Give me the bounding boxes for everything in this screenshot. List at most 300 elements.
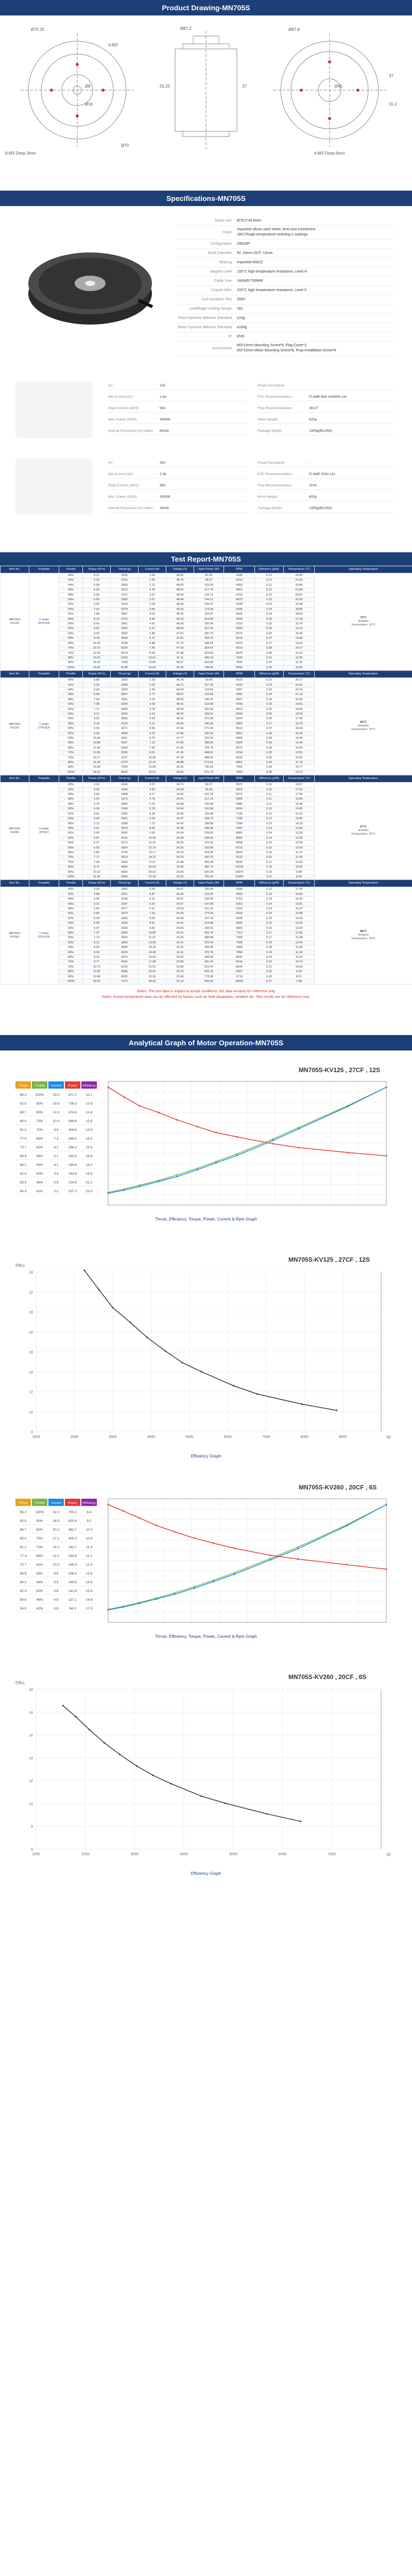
report-cell: 3640 <box>111 711 139 716</box>
report-cell: 11.74 <box>284 850 315 855</box>
series-point <box>177 1176 178 1177</box>
report-cell: 4153 <box>111 626 139 631</box>
report-cell: 4297 <box>224 687 255 692</box>
report-cell: 7.37 <box>83 931 111 936</box>
report-cell: 342.73 <box>194 855 224 860</box>
report-cell: 40% <box>59 783 83 787</box>
report-cell: 0.19 <box>255 950 284 955</box>
report-cell: 0.27 <box>255 641 284 646</box>
report-cell: 23.70 <box>166 970 194 974</box>
legend-cell: 117.1 <box>68 1598 77 1602</box>
eff-point <box>112 1307 113 1308</box>
report-header-cell: Voltage (V) <box>166 775 194 783</box>
kv-cell <box>258 404 397 413</box>
spec-key: Accessories <box>212 346 232 350</box>
report-cell: 24.54 <box>166 807 194 811</box>
report-cell: 11.26 <box>83 874 111 879</box>
report-cell: 8.54 <box>83 945 111 950</box>
spec-value: 14AWG*700MM <box>237 279 263 283</box>
report-header-cell: Current (A) <box>139 775 166 783</box>
report-cell: 5.31 <box>139 897 166 902</box>
spec-value: Imported silicon steel sheet, limit-cost investment 180°(Tough temperature-resisting 2 castings <box>237 228 316 236</box>
report-cell: 24.67 <box>166 887 194 892</box>
kv-key: Idle Current (0A) <box>108 395 133 399</box>
report-cell: 70% <box>59 646 83 651</box>
legend-cell: 9.1 <box>87 1519 92 1523</box>
report-cell: 20.43 <box>284 697 315 702</box>
legend-cell: 14.5 <box>85 1137 93 1141</box>
eff-point <box>300 1820 301 1822</box>
report-cell: 80% <box>59 655 83 660</box>
report-cell: 66% <box>59 845 83 850</box>
series-point <box>234 1572 235 1573</box>
spec-key: Shaft Diameter <box>208 251 232 255</box>
report-cell: 48.33 <box>166 707 194 711</box>
report-prop: T-motor 27*8.8CF <box>29 678 59 775</box>
report-cell: 0.22 <box>255 592 284 597</box>
report-cell: 0.16 <box>255 855 284 860</box>
kv-key: Internal Resistance (m+cable) <box>108 429 153 433</box>
report-cell: 4.36 <box>83 887 111 892</box>
kv-key: Max. Power (180S) <box>108 417 137 421</box>
graph-caption: Thrust, Efficiency, Torque, Power, Current & Rpm Graph <box>154 1634 258 1639</box>
report-cell: 10.26 <box>139 836 166 840</box>
report-cell: 75% <box>59 651 83 655</box>
legend-cell: 12.9 <box>85 1563 93 1567</box>
series-point <box>174 1531 176 1532</box>
eff-frame <box>36 1689 381 1849</box>
legend-cell: 62% <box>36 1145 43 1149</box>
report-cell: 0.18 <box>255 940 284 945</box>
report-cell: 0.16 <box>255 850 284 855</box>
report-prop: T-motor 22*6.6CF <box>29 887 59 984</box>
report-cell: 11.91 <box>139 936 166 940</box>
report-cell: 6073 <box>224 631 255 636</box>
report-cell: 54% <box>59 817 83 821</box>
report-cell: 15.45 <box>284 631 315 636</box>
performance-graph <box>10 1478 402 1648</box>
report-cell: 47.86 <box>166 731 194 736</box>
report-cell: 13.92 <box>284 921 315 926</box>
report-cell: 24.21 <box>166 940 194 945</box>
report-cell: 56% <box>59 612 83 617</box>
report-cell: 56% <box>59 717 83 721</box>
report-cell: 0.13 <box>255 897 284 902</box>
legend-cell: 54.9 <box>20 1606 27 1611</box>
report-cell: 7590 <box>224 821 255 826</box>
legend-cell: 19.0 <box>53 1093 60 1097</box>
report-cell: 24.25 <box>166 841 194 845</box>
report-cell: 4310 <box>224 578 255 583</box>
report-cell: 0.38 <box>255 770 284 774</box>
series-point <box>215 1160 217 1162</box>
report-cell: 24.68 <box>166 787 194 792</box>
legend-cell: 10.6 <box>85 1536 93 1540</box>
report-cell: 15.49 <box>284 731 315 736</box>
report-cell: 8840 <box>111 770 139 774</box>
report-cell: 10.73 <box>83 646 111 651</box>
report-cell: 48.15 <box>166 717 194 721</box>
report-cell: 0.30 <box>255 651 284 655</box>
report-cell: 4.28 <box>139 887 166 892</box>
report-cell: 3.78 <box>139 707 166 711</box>
report-cell: 23.99 <box>166 960 194 964</box>
kv-value: FLAME 100A 12s <box>309 472 335 476</box>
legend-cell: 73.7 <box>20 1563 27 1567</box>
series-point <box>298 1128 300 1129</box>
report-cell: 40% <box>59 887 83 892</box>
report-cell: 10974 <box>224 870 255 874</box>
report-header-cell: Temperature (°C) <box>284 671 315 678</box>
report-prop: T-motor 20*6CF <box>29 783 59 879</box>
series-point <box>346 1564 348 1565</box>
series-point <box>174 1594 176 1595</box>
legend-cell: 90% <box>36 1101 43 1106</box>
spec-value: IP45 <box>237 334 245 338</box>
legend-cell: 488.6 <box>68 1119 77 1123</box>
report-header-cell: Torque (N*m) <box>83 880 111 887</box>
report-cell: 15.81 <box>284 902 315 906</box>
series-point <box>234 1547 235 1549</box>
legend-cell: 249.3 <box>68 1563 77 1567</box>
report-cell: 5047 <box>111 741 139 745</box>
report-cell: 68% <box>59 850 83 855</box>
legend-cell: 70% <box>36 1128 43 1132</box>
eff-xtick: 6000 <box>278 1852 287 1856</box>
report-cell: 5953 <box>224 902 255 906</box>
eff-caption: Efficiency Graph <box>191 1453 221 1459</box>
kv-cell <box>108 470 247 479</box>
series-point <box>215 1162 217 1163</box>
report-cell: 6905 <box>224 926 255 930</box>
report-cell: 0.25 <box>255 702 284 707</box>
report-cell: 48.40 <box>166 602 194 607</box>
report-cell: 0.10 <box>255 787 284 792</box>
report-cell: 9133 <box>224 855 255 860</box>
kv-cell <box>258 459 397 467</box>
spec-value: Ø79.2*44.8mm <box>237 218 262 223</box>
report-cell: 12.89 <box>284 836 315 840</box>
eff-point <box>152 1774 154 1776</box>
eff-point <box>256 1393 258 1395</box>
report-cell: 16.43 <box>284 897 315 902</box>
report-cell: 6.86 <box>83 850 111 855</box>
report-cell: 4792 <box>224 592 255 597</box>
report-cell: 8138 <box>111 665 139 670</box>
report-cell: 58% <box>59 826 83 831</box>
eff-point <box>164 1350 166 1351</box>
report-cell: 14.20 <box>139 945 166 950</box>
report-cell: 6.35 <box>139 811 166 816</box>
kv-value: 64mΩ <box>160 429 169 433</box>
spec-row <box>175 216 397 226</box>
kv-value: 90A <box>160 406 166 410</box>
report-cell: 2337 <box>111 902 139 906</box>
dim-b: 4-M3 <box>108 43 118 47</box>
report-cell: 644.30 <box>194 660 224 665</box>
report-header-cell: RPM <box>224 566 255 573</box>
kv-cell <box>108 459 247 467</box>
report-cell: 8719 <box>224 845 255 850</box>
report-header-cell: RPM <box>224 775 255 783</box>
report-cell: 0.28 <box>255 646 284 651</box>
report-cell: 159.27 <box>194 602 224 607</box>
report-cell: 11.25 <box>284 660 315 665</box>
dim-f: Ø87.2 <box>180 26 192 31</box>
report-cell: 47.91 <box>166 631 194 636</box>
report-cell: 12.60 <box>284 755 315 760</box>
report-cell: 10.13 <box>83 870 111 874</box>
eff-ytick: 10 <box>29 1410 33 1414</box>
report-header-cell: Current (A) <box>139 671 166 678</box>
report-cell: 9.81 <box>139 926 166 930</box>
legend-cell: 19.8 <box>85 1172 93 1176</box>
report-cell: 24.29 <box>166 836 194 840</box>
report-header-cell: Throttle <box>59 775 83 783</box>
legend-cell: 54% <box>36 1580 43 1584</box>
legend-cell: 16.8 <box>85 1154 93 1158</box>
report-cell: 15.23 <box>83 660 111 665</box>
report-cell: 48.16 <box>166 617 194 621</box>
kv-cell <box>258 427 397 435</box>
drawing-banner <box>0 0 412 15</box>
report-cell: 44% <box>59 792 83 797</box>
report-header-cell: Input Power (W) <box>194 566 224 573</box>
kv-cell <box>258 470 397 479</box>
report-cell: 5594 <box>224 617 255 621</box>
report-cell: 48.62 <box>166 588 194 592</box>
series-point <box>194 1586 195 1587</box>
series-point <box>197 1167 198 1169</box>
report-cell: 4798 <box>111 641 139 646</box>
report-cell: 62% <box>59 836 83 840</box>
report-cell: 47.11 <box>166 655 194 660</box>
report-cell: 5924 <box>224 741 255 745</box>
report-cell: 3.38 <box>139 702 166 707</box>
legend-cell: 90% <box>36 1519 43 1523</box>
legend-cell: 17.1 <box>53 1536 60 1540</box>
report-header-cell: Efficiency (g/W) <box>255 775 284 783</box>
report-cell: 50% <box>59 598 83 602</box>
report-cell: 100% <box>59 979 83 984</box>
kv-key: ESC Recommendation <box>258 395 292 399</box>
kv-key: ESC Recommendation <box>258 472 292 476</box>
report-cell: 50% <box>59 911 83 916</box>
legend-cell: 2.2 <box>54 1189 59 1193</box>
report-header-row <box>1 880 412 887</box>
legend-cell: 77.4 <box>20 1554 27 1558</box>
report-cell: 6368 <box>111 874 139 879</box>
report-cell: 17.45 <box>284 887 315 892</box>
report-cell: 147.85 <box>194 902 224 906</box>
eff-point <box>136 1765 138 1767</box>
report-prop: T-motor 26*8.5CF <box>29 573 59 670</box>
report-cell: 4.17 <box>139 792 166 797</box>
report-cell: 0.21 <box>255 578 284 583</box>
report-cell: 48.75 <box>166 578 194 583</box>
report-cell: 370.78 <box>194 950 224 955</box>
report-cell: 8.61 <box>139 751 166 755</box>
legend-cell: 107.3 <box>68 1189 77 1193</box>
kv-cell <box>108 404 247 413</box>
report-cell: 354.67 <box>194 646 224 651</box>
report-cell: 23.01 <box>284 683 315 687</box>
eff-ytick: 6 <box>31 1848 33 1852</box>
legend-cell: 871.7 <box>68 1093 77 1097</box>
report-cell: 83.27 <box>194 783 224 787</box>
report-cell: 0.13 <box>255 826 284 831</box>
report-cell: 0.23 <box>255 687 284 692</box>
spec-value: ≤100g <box>237 325 247 329</box>
eff-xtick: 1000 <box>32 1435 40 1439</box>
efficiency-graph-svg <box>10 1251 402 1452</box>
legend-cell: 62.4 <box>20 1589 27 1593</box>
report-cell: 934.92 <box>194 979 224 984</box>
report-cell: 105.59 <box>194 887 224 892</box>
report-cell: 66% <box>59 950 83 955</box>
report-row <box>1 678 412 683</box>
report-cell: 2707 <box>111 592 139 597</box>
report-item: MN705S KV260 <box>1 783 29 879</box>
legend-header: Current <box>50 1501 62 1505</box>
report-cell: 8065 <box>224 831 255 836</box>
report-cell: 10.14 <box>284 770 315 774</box>
spec-key: IP <box>228 335 232 338</box>
series-point <box>108 1609 109 1611</box>
spec-value: Imported NSK/Z <box>237 260 263 264</box>
series-point <box>272 1140 273 1141</box>
spec-key: Rotor Dynamic Balance Standard <box>178 316 232 320</box>
report-cell: 3.60 <box>139 607 166 612</box>
report-cell: 24.41 <box>166 921 194 926</box>
report-header-cell: Operating Temperature <box>315 671 412 678</box>
report-cell: 17.93 <box>284 787 315 792</box>
report-cell: 1843 <box>111 887 139 892</box>
report-cell: 46.88 <box>166 760 194 765</box>
report-cell: 24.57 <box>166 902 194 906</box>
report-cell: 70% <box>59 855 83 860</box>
series-point <box>124 1189 125 1191</box>
eff-xtick: 2000 <box>70 1435 79 1439</box>
report-cell: 4124 <box>111 721 139 726</box>
report-cell: 32.33 <box>139 874 166 879</box>
legend-header: Throttle <box>34 1084 45 1088</box>
report-cell: 6059 <box>224 787 255 792</box>
report-cell: 62% <box>59 626 83 631</box>
report-cell: 2248 <box>111 807 139 811</box>
report-cell: 24.38 <box>166 826 194 831</box>
efficiency-graph-svg <box>10 1669 402 1870</box>
report-cell: 6686 <box>224 921 255 926</box>
eff-ytick: 20 <box>29 1311 33 1314</box>
legend-cell: 18.2 <box>85 1163 93 1167</box>
report-cell: 68% <box>59 955 83 960</box>
report-cell: 7249 <box>111 660 139 665</box>
spec-key: Bearing <box>219 261 232 264</box>
kv-grid <box>108 381 397 438</box>
report-header-cell: Propeller <box>29 880 59 887</box>
report-cell: 0.27 <box>255 721 284 726</box>
report-cell: 3723 <box>111 617 139 621</box>
report-cell: 2639 <box>111 687 139 692</box>
report-cell: 0.26 <box>255 717 284 721</box>
series-point <box>236 1155 238 1156</box>
legend-cell: 6.9 <box>54 1580 59 1584</box>
eff-ytick: 8 <box>31 1430 33 1434</box>
legend-cell: 4.1 <box>54 1163 59 1167</box>
report-cell: 249.26 <box>194 836 224 840</box>
report-cell: 11.16 <box>139 841 166 845</box>
report-cell: 0.25 <box>255 617 284 621</box>
legend-cell: 11.4 <box>85 1545 93 1549</box>
report-cell: 214.99 <box>194 921 224 926</box>
report-cell: 4.14 <box>139 711 166 716</box>
report-cell: 7842 <box>224 660 255 665</box>
report-cell: 42% <box>59 892 83 896</box>
report-cell: 4180 <box>224 573 255 578</box>
legend-cell: 70% <box>36 1545 43 1549</box>
report-cell: 19.81 <box>284 702 315 707</box>
report-cell: 21.53 <box>139 964 166 969</box>
report-cell: 6115 <box>224 907 255 911</box>
report-cell: 6.97 <box>83 926 111 930</box>
report-cell: 2025 <box>111 573 139 578</box>
report-cell: 16.66 <box>139 665 166 670</box>
legend-cell: 26.5 <box>53 1519 60 1523</box>
report-cell: 5872 <box>224 783 255 787</box>
report-cell: 2084 <box>111 802 139 806</box>
report-row <box>1 887 412 892</box>
report-cell: 4632 <box>111 960 139 964</box>
report-cell: 103.92 <box>194 583 224 587</box>
spec-key: Configuration <box>210 242 232 246</box>
legend-cell: 66.2 <box>20 1580 27 1584</box>
report-cell: 14.85 <box>284 817 315 821</box>
legend-cell: 20.2 <box>53 1528 60 1532</box>
report-cell: 8.94 <box>139 651 166 655</box>
legend-cell: 69.9 <box>20 1571 27 1575</box>
kv-value: 1.4A <box>160 395 167 399</box>
report-cell: 5.31 <box>83 902 111 906</box>
report-cell: 24.47 <box>166 817 194 821</box>
report-cell: 5.12 <box>83 821 111 826</box>
spec-row <box>175 249 397 258</box>
report-cell: 48.08 <box>166 622 194 626</box>
report-cell: 68% <box>59 745 83 750</box>
legend-cell: 80% <box>36 1528 43 1532</box>
report-cell: 408.62 <box>194 751 224 755</box>
report-cell: 75% <box>59 755 83 760</box>
legend-cell: 88.7 <box>20 1528 27 1532</box>
kv-value: - <box>309 461 311 465</box>
report-cell: 271.60 <box>194 726 224 731</box>
eff-point <box>119 1753 121 1755</box>
report-cell: 257.53 <box>194 626 224 631</box>
legend-cell: 14.2 <box>53 1545 60 1549</box>
legend-cell: 88.7 <box>20 1110 27 1114</box>
report-cell: 2847 <box>111 692 139 697</box>
report-cell: 14.17 <box>284 646 315 651</box>
report-cell: 70% <box>59 960 83 964</box>
report-header-cell: Operating Temperature <box>315 880 412 887</box>
series-point <box>158 1180 160 1182</box>
report-cell: 7.38 <box>83 702 111 707</box>
report-cell: 14.22 <box>139 855 166 860</box>
report-cell: 5.97 <box>83 836 111 840</box>
report-cell: 17.33 <box>284 617 315 621</box>
report-cell: 6510 <box>224 646 255 651</box>
report-header-cell: Item No. <box>1 880 29 887</box>
